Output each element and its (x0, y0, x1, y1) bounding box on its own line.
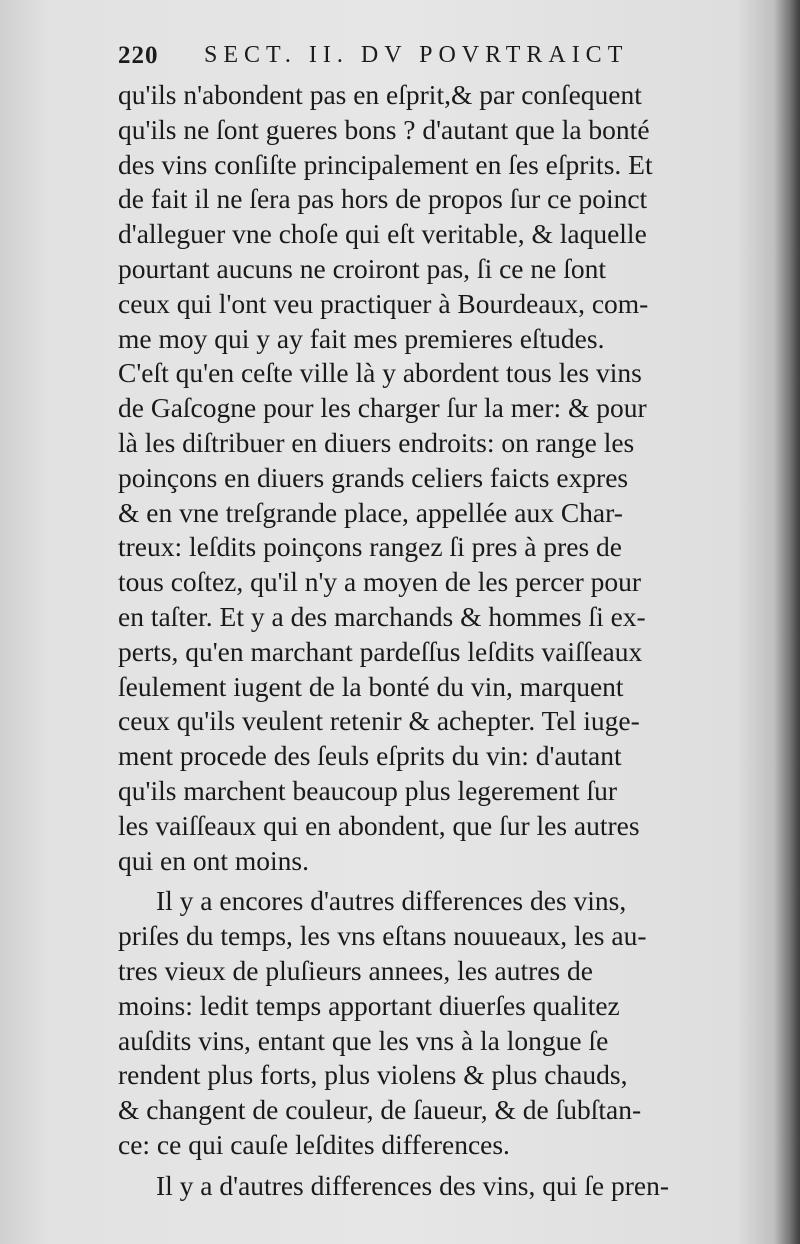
text-line: des vins conſiſte principalement en ſes eſprits. Et (118, 148, 653, 180)
text-line: perts, qu'en marchant pardeſſus leſdits vaiſſeaux (118, 635, 643, 667)
text-line: en taſter. Et y a des marchands & hommes ſi ex- (118, 600, 646, 632)
text-line: Il y a d'autres differences des vins, qui ſe pren- (156, 1169, 670, 1201)
text-line: priſes du temps, les vns eſtans nouueaux, les au- (118, 920, 647, 952)
text-line: Il y a encores d'autres differences des vins, (156, 885, 627, 917)
text-line: ceux qu'ils veulent retenir & achepter. Tel iuge- (118, 705, 640, 737)
text-line: tres vieux de pluſieurs annees, les autres de (118, 954, 593, 986)
text-line: d'alleguer vne choſe qui eſt veritable, & laquelle (118, 218, 647, 250)
text-line: ment procede des ſeuls eſprits du vin: d'autant (118, 740, 622, 772)
text-line: treux: leſdits poinçons rangez ſi pres à pres de (118, 531, 623, 563)
text-line: les vaiſſeaux qui en abondent, que ſur les autres (118, 809, 640, 841)
text-line: & changent de couleur, de ſaueur, & de ſubſtan- (118, 1094, 642, 1126)
text-line: C'eſt qu'en ceſte ville là y abordent tous les vins (118, 357, 642, 389)
text-line: ſeulement iugent de la bonté du vin, marquent (118, 670, 624, 702)
page-header (118, 40, 738, 76)
text-line: rendent plus forts, plus violens & plus chauds, (118, 1059, 628, 1091)
text-line: tous coſtez, qu'il n'y a moyen de les percer pour (118, 566, 642, 598)
text-line: moins: ledit temps apportant diuerſes qualitez (118, 989, 620, 1021)
text-line: auſdits vins, entant que les vns à la longue ſe (118, 1024, 609, 1056)
text-line: & en vne treſgrande place, appellée aux Char- (118, 496, 623, 528)
text-line: pourtant aucuns ne croiront pas, ſi ce ne ſont (118, 252, 606, 284)
text-line: ce: ce qui cauſe leſdites differences. (118, 1128, 510, 1160)
text-line: de fait il ne ſera pas hors de propos ſur ce poinct (118, 183, 648, 215)
text-line: qui en ont moins. (118, 844, 309, 876)
text-line: me moy qui y ay fait mes premieres eſtudes. (118, 322, 605, 354)
text-line: ceux qui l'ont veu practiquer à Bourdeaux, com- (118, 287, 649, 319)
text-line: là les diſtribuer en diuers endroits: on range les (118, 426, 635, 458)
text-line: qu'ils ne ſont gueres bons ? d'autant que la bonté (118, 113, 650, 145)
text-line: qu'ils n'abondent pas en eſprit,& par conſequent (118, 79, 642, 110)
text-line: qu'ils marchent beaucoup plus legerement ſur (118, 774, 618, 806)
running-title: SECT. II. DV POVRTRAICT (204, 42, 629, 68)
page-number: 220 (118, 42, 159, 69)
body-text (118, 78, 730, 1204)
gutter-shadow (774, 0, 800, 1244)
text-line: poinçons en diuers grands celiers faicts expres (118, 461, 629, 493)
text-line: de Gaſcogne pour les charger ſur la mer: & pour (118, 392, 647, 424)
